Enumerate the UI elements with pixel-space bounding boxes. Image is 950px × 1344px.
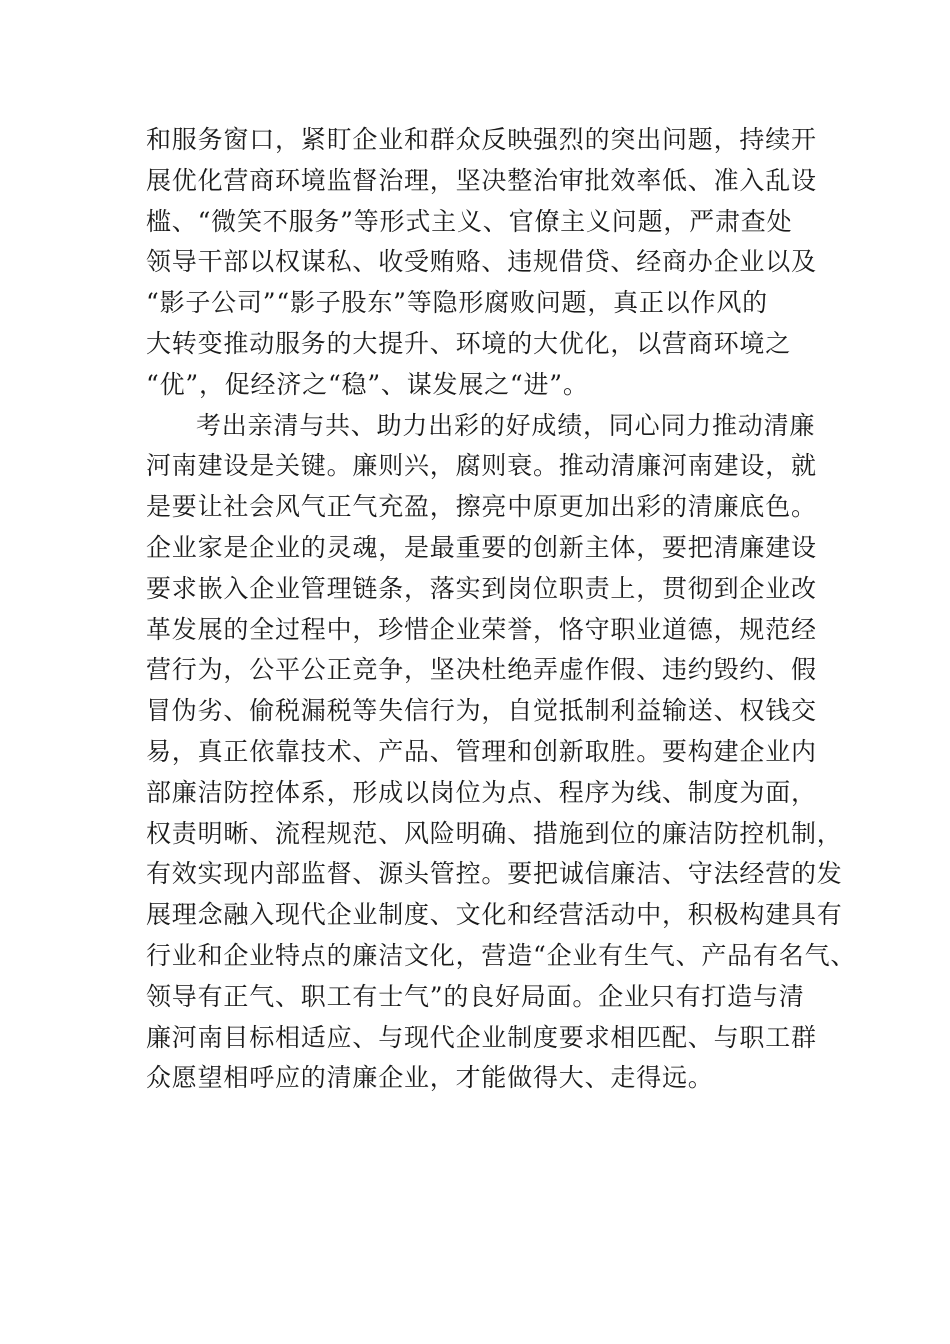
text-line: 权责明晰、流程规范、风险明确、措施到位的廉洁防控机制， — [146, 818, 843, 848]
text-line: 要求嵌入企业管理链条，落实到岗位职责上，贯彻到企业改 — [146, 573, 817, 603]
text-line: 行业和企业特点的廉洁文化，营造“企业有生气、产品有名气、 — [146, 940, 857, 970]
text-line: “优”，促经济之“稳”、谋发展之“进”。 — [146, 369, 589, 399]
text-line: 有效实现内部监督、源头管控。要把诚信廉洁、守法经营的发 — [146, 859, 843, 889]
text-line: 革发展的全过程中，珍惜企业荣誉，恪守职业道德，规范经 — [146, 614, 817, 644]
text-line: 领导干部以权谋私、收受贿赂、违规借贷、经商办企业以及 — [146, 247, 817, 277]
text-line: 和服务窗口，紧盯企业和群众反映强烈的突出问题，持续开 — [146, 125, 817, 154]
text-line: 大转变推动服务的大提升、环境的大优化，以营商环境之 — [146, 328, 792, 358]
text-line: “影子公司”“影子股东”等隐形腐败问题，真正以作风的 — [146, 288, 768, 318]
paragraph-first-line: 考出亲清与共、助力出彩的好成绩，同心同力推动清廉 — [196, 410, 816, 440]
body-text — [146, 120, 857, 1099]
text-line: 领导有正气、职工有士气”的良好局面。企业只有打造与清 — [146, 981, 805, 1011]
text-line: 是要让社会风气正气充盈，擦亮中原更加出彩的清廉底色。 — [146, 492, 817, 522]
text-line: 展理念融入现代企业制度、文化和经营活动中，积极构建具有 — [146, 900, 843, 930]
text-line: 众愿望相呼应的清廉企业，才能做得大、走得远。 — [146, 1063, 714, 1093]
text-line: 展优化营商环境监督治理，坚决整治审批效率低、准入乱设 — [146, 165, 817, 195]
text-line: 易，真正依靠技术、产品、管理和创新取胜。要构建企业内 — [146, 736, 817, 766]
text-line: 部廉洁防控体系，形成以岗位为点、程序为线、制度为面， — [146, 777, 817, 807]
text-line: 槛、“微笑不服务”等形式主义、官僚主义问题，严肃查处 — [146, 206, 793, 236]
text-line: 廉河南目标相适应、与现代企业制度要求相匹配、与职工群 — [146, 1022, 817, 1052]
text-line: 企业家是企业的灵魂，是最重要的创新主体，要把清廉建设 — [146, 532, 817, 562]
text-line: 冒伪劣、偷税漏税等失信行为，自觉抵制利益输送、权钱交 — [146, 696, 817, 726]
text-line: 河南建设是关键。廉则兴，腐则衰。推动清廉河南建设，就 — [146, 451, 817, 481]
text-line: 营行为，公平公正竞争，坚决杜绝弄虚作假、违约毁约、假 — [146, 655, 817, 685]
